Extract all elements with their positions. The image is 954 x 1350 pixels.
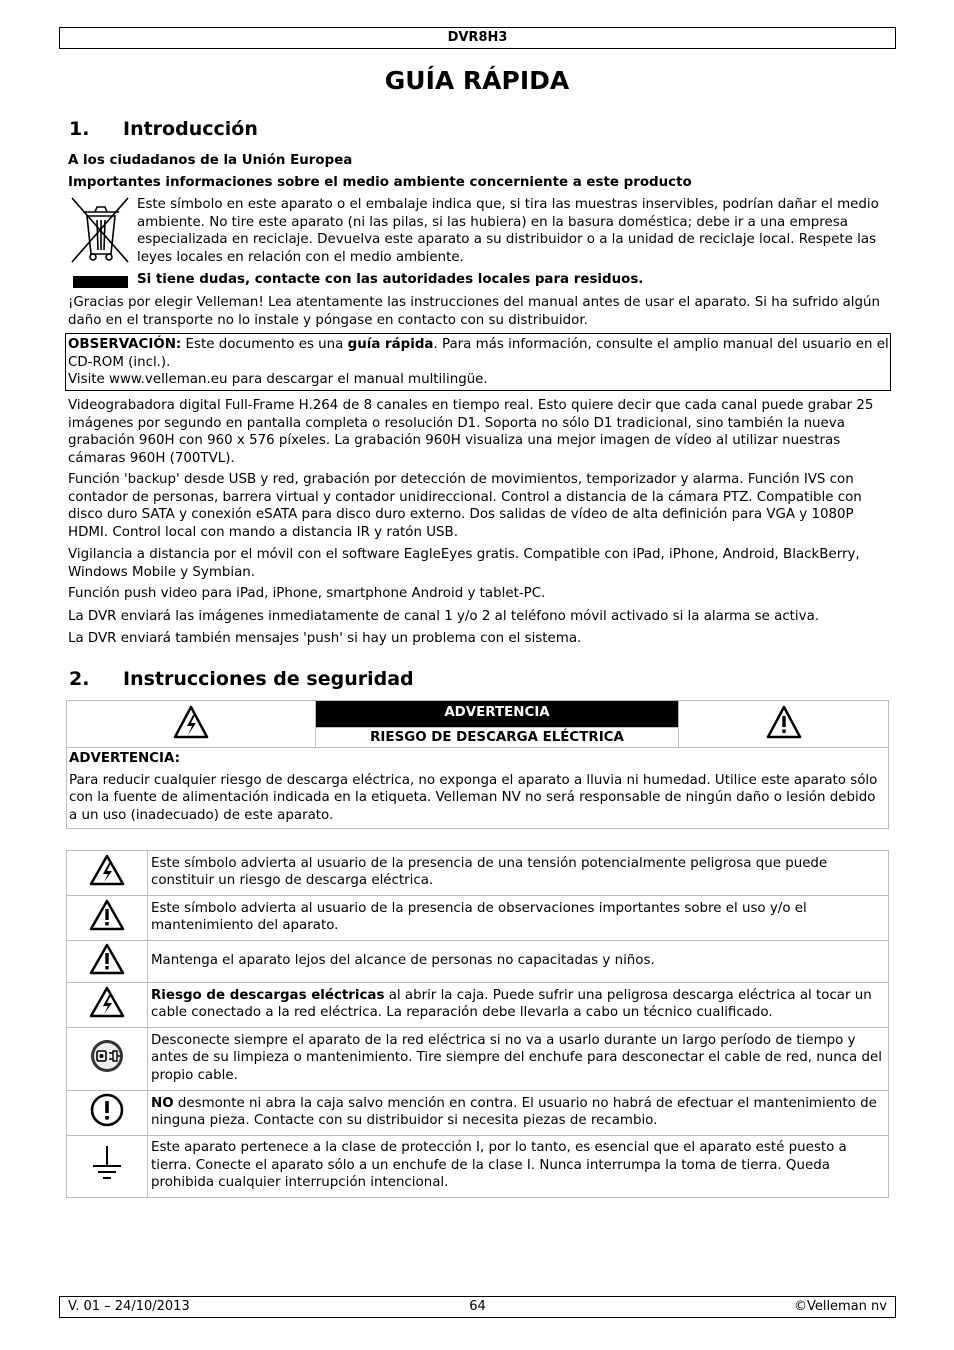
model-name: DVR8H3: [447, 30, 508, 45]
section-number: 1.: [69, 118, 90, 140]
table-row: [67, 896, 889, 941]
section-title: Instrucciones de seguridad: [123, 668, 414, 690]
note-text-post: . Para más información, consulte el amplio manual del usuario en el CD-ROM (incl.).: [68, 337, 889, 370]
thanks-text: ¡Gracias por elegir Velleman! Lea atentamente las instrucciones del manual antes de usar el aparato. Si ha sufrido algún daño en el transporte no lo instale y póngase en contacto con su distribuidor.: [68, 295, 880, 328]
paragraph: Función 'backup' desde USB y red, grabación por detección de movimientos, temporizador y alarma. Función IVS con contador de personas, barrera virtual y contador unidireccional. Control a distancia de la cámara PTZ. Compatible con disco duro SATA y conexión eSATA para disco duro externo. Dos salidas de vídeo de alta definición para VGA y 1080P HDMI. Control local con mando a distancia IR y ratón USB.: [68, 472, 862, 540]
row-text: al abrir la caja. Puede sufrir una peligrosa descarga eléctrica al tocar un cable conectado a la red eléctrica. La reparación debe llevarla a cabo un técnico cualificado.: [151, 987, 872, 1020]
section-number: 2.: [69, 668, 90, 690]
table-row: [67, 1136, 889, 1198]
row-text: Mantenga el aparato lejos del alcance de personas no capacitadas y niños.: [151, 952, 655, 968]
exclamation-circle-icon: [67, 1091, 148, 1136]
weee-black-bar: [73, 276, 128, 288]
note-bold: guía rápida: [347, 337, 434, 352]
safety-symbols-table: [66, 850, 889, 1198]
env-heading: Importantes informaciones sobre el medio ambiente concerniente a este producto: [68, 175, 692, 190]
note-line-2: Visite www.velleman.eu para descargar el manual multilingüe.: [68, 372, 488, 387]
high-voltage-triangle-icon: [67, 851, 148, 896]
row-text: Este símbolo advierta al usuario de la presencia de una tensión potencialmente peligrosa que puede constituir un riesgo de descarga eléctrica.: [151, 855, 828, 888]
table-row: [67, 1091, 889, 1136]
row-text: desmonte ni abra la caja salvo mención en contra. El usuario no habrá de efectuar el mantenimiento de ninguna pieza. Contacte con su distribuidor si necesita piezas de recambio.: [151, 1095, 877, 1128]
row-text: Desconecte siempre el aparato de la red eléctrica si no va a usarlo durante un largo período de tiempo y antes de su limpieza o mantenimiento. Tire siempre del enchufe para desconectar el cable de red, nunca del propio cable.: [151, 1032, 882, 1083]
high-voltage-triangle-icon: [67, 983, 148, 1028]
note-box: [65, 333, 891, 391]
section-title: Introducción: [123, 118, 258, 140]
paragraph: Función push video para iPad, iPhone, smartphone Android y tablet-PC.: [68, 586, 546, 601]
unplug-icon: [67, 1028, 148, 1091]
row-bold: Riesgo de descargas eléctricas: [151, 987, 385, 1003]
weee-bin-icon: [69, 196, 131, 266]
warning-subtitle: RIESGO DE DESCARGA ELÉCTRICA: [316, 727, 678, 747]
weee-bold-note: Si tiene dudas, contacte con las autoridades locales para residuos.: [137, 272, 644, 287]
table-row: [67, 851, 889, 896]
footer-copyright: ©Velleman nv: [793, 1299, 887, 1314]
ground-icon: [67, 1136, 148, 1198]
eu-heading: A los ciudadanos de la Unión Europea: [68, 153, 353, 168]
section-1-heading: [69, 118, 258, 140]
note-label: OBSERVACIÓN:: [68, 337, 182, 352]
high-voltage-triangle-icon: [67, 701, 316, 748]
row-text: Este símbolo advierta al usuario de la presencia de observaciones importantes sobre el uso y/o el mantenimiento del aparato.: [151, 900, 807, 933]
row-text: Este aparato pertenece a la clase de protección I, por lo tanto, es esencial que el aparato esté puesto a tierra. Conecte el aparato sólo a un enchufe de la clase I. Nunca interrumpa la toma de tierra. Queda prohibida cualquier interrupción intencional.: [151, 1140, 847, 1191]
page-footer: [59, 1296, 896, 1318]
footer-version: V. 01 – 24/10/2013: [68, 1299, 190, 1314]
warning-title: ADVERTENCIA: [316, 701, 678, 727]
paragraph: La DVR enviará también mensajes 'push' si hay un problema con el sistema.: [68, 631, 582, 646]
paragraph: La DVR enviará las imágenes inmediatamente de canal 1 y/o 2 al teléfono móvil activado si la alarma se activa.: [68, 609, 820, 624]
table-row: [67, 941, 889, 983]
page-title: GUÍA RÁPIDA: [384, 66, 570, 95]
page-header: [59, 27, 896, 49]
paragraph: Vigilancia a distancia por el móvil con el software EagleEyes gratis. Compatible con iPad, iPhone, Android, BlackBerry, Windows Mobile y Symbian.: [68, 547, 860, 580]
exclamation-triangle-icon: [67, 896, 148, 941]
warning-text: Para reducir cualquier riesgo de descarga eléctrica, no exponga el aparato a lluvia ni humedad. Utilice este aparato sólo con la fuente de alimentación indicada en la etiqueta. Velleman NV no será responsable de ningún daño o lesión debido a un uso (inadecuado) de este aparato.: [69, 772, 878, 823]
exclamation-triangle-icon: [679, 701, 889, 748]
weee-text: Este símbolo en este aparato o el embalaje indica que, si tira las muestras inservibles, podrían dañar el medio ambiente. No tire este aparato (ni las pilas, si las hubiera) en la basura doméstica; debe ir a una empresa especializada en reciclaje. Devuelva este aparato a su distribuidor o a la unidad de reciclaje local. Respete las leyes locales en relación con el medio ambiente.: [137, 197, 879, 265]
note-text-pre: Este documento es una: [181, 337, 348, 352]
table-row: [67, 1028, 889, 1091]
row-bold: NO: [151, 1095, 174, 1111]
table-row: [67, 983, 889, 1028]
paragraph: Videograbadora digital Full-Frame H.264 de 8 canales en tiempo real. Esto quiere decir que cada canal puede grabar 25 imágenes por segundo en pantalla completa o resolución D1. Soporta no sólo D1 tradicional, sino también la nueva grabación 960H con 960 x 576 píxeles. La grabación 960H visualiza una mejor imagen de vídeo al utilizar nuestras cámaras 960H (700TVL).: [68, 398, 874, 466]
page-number: 64: [469, 1299, 486, 1314]
warning-table: [66, 700, 889, 829]
section-2-heading: [69, 668, 414, 690]
warning-label: ADVERTENCIA:: [69, 751, 180, 766]
exclamation-triangle-icon: [67, 941, 148, 983]
